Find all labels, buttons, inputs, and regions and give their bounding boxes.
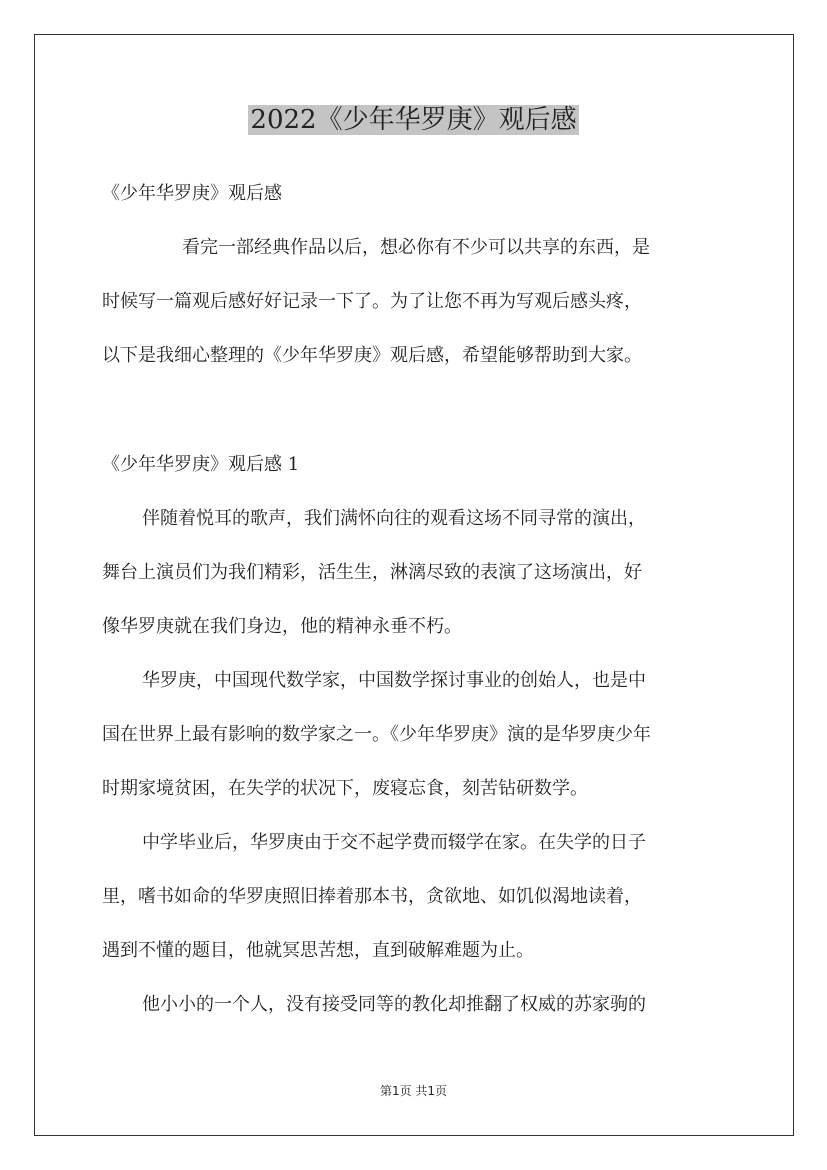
intro-line-3: 以下是我细心整理的《少年华罗庚》观后感，希望能够帮助到大家。 bbox=[102, 345, 642, 366]
para3-line-1: 中学毕业后，华罗庚由于交不起学费而辍学在家。在失学的日子 bbox=[142, 832, 646, 853]
para2-line-3: 时期家境贫困，在失学的状况下，废寝忘食，刻苦钻研数学。 bbox=[102, 778, 588, 799]
intro-line-1: 看完一部经典作品以后，想必你有不少可以共享的东西，是 bbox=[182, 237, 650, 258]
document-title bbox=[0, 100, 827, 140]
para1-line-3: 像华罗庚就在我们身边，他的精神永垂不朽。 bbox=[102, 616, 462, 637]
para4-line-1: 他小小的一个人，没有接受同等的教化却推翻了权威的苏家驹的 bbox=[142, 994, 646, 1015]
subtitle: 《少年华罗庚》观后感 bbox=[102, 183, 282, 204]
page-number: 第1页 共1页 bbox=[379, 1084, 448, 1098]
para2-line-2: 国在世界上最有影响的数学家之一。《少年华罗庚》演的是华罗庚少年 bbox=[102, 724, 651, 745]
para1-line-1: 伴随着悦耳的歌声，我们满怀向往的观看这场不同寻常的演出， bbox=[142, 508, 646, 529]
para3-line-2: 里，嗜书如命的华罗庚照旧捧着那本书，贪欲地、如饥似渴地读着， bbox=[102, 886, 642, 907]
para1-line-2: 舞台上演员们为我们精彩，活生生，淋漓尽致的表演了这场演出，好 bbox=[102, 562, 642, 583]
intro-line-2: 时候写一篇观后感好好记录一下了。为了让您不再为写观后感头疼， bbox=[102, 291, 642, 312]
para3-line-3: 遇到不懂的题目，他就冥思苦想，直到破解难题为止。 bbox=[102, 940, 534, 961]
para2-line-1: 华罗庚，中国现代数学家，中国数学探讨事业的创始人，也是中 bbox=[142, 670, 646, 691]
section-heading: 《少年华罗庚》观后感 1 bbox=[102, 454, 300, 475]
title-text: 2022《少年华罗庚》观后感 bbox=[250, 105, 577, 135]
